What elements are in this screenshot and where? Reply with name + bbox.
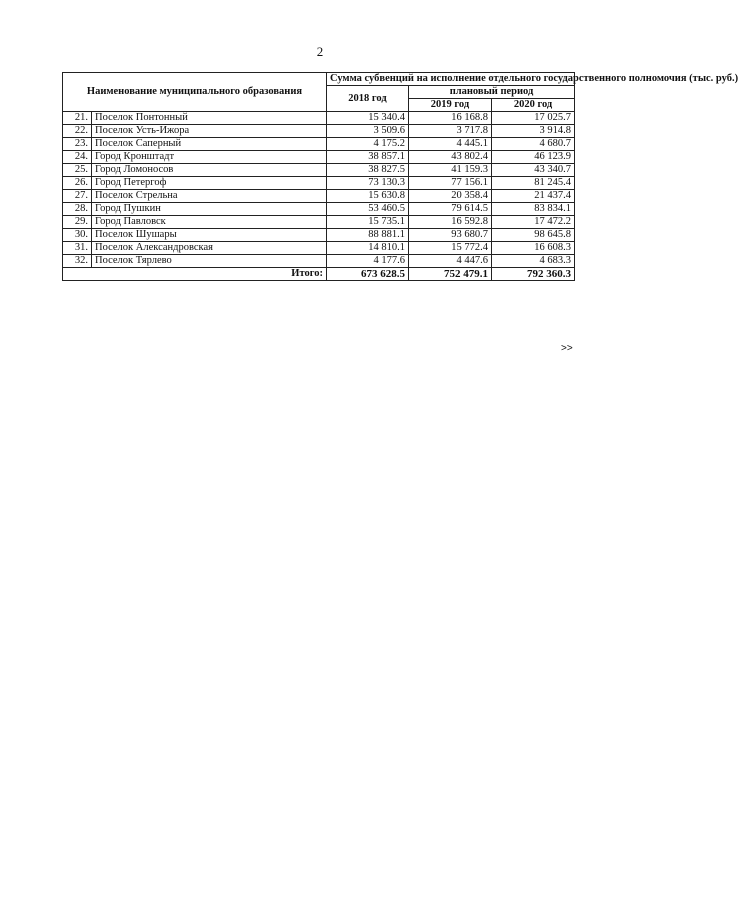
row-value-2018: 3 509.6 [327, 125, 409, 138]
row-name: Поселок Александровская [92, 242, 327, 255]
row-index: 22. [63, 125, 92, 138]
table-row [63, 229, 575, 242]
row-value-2018: 15 340.4 [327, 112, 409, 125]
row-value-2018: 38 827.5 [327, 164, 409, 177]
table-row [63, 177, 575, 190]
row-index: 25. [63, 164, 92, 177]
table-header [63, 73, 738, 112]
row-value-2020: 46 123.9 [492, 151, 575, 164]
row-value-2018: 15 735.1 [327, 216, 409, 229]
row-index: 27. [63, 190, 92, 203]
row-value-2018: 88 881.1 [327, 229, 409, 242]
row-value-2019: 79 614.5 [409, 203, 492, 216]
row-name: Поселок Усть-Ижора [92, 125, 327, 138]
row-name: Город Пушкин [92, 203, 327, 216]
row-index: 24. [63, 151, 92, 164]
header-name: Наименование муниципального образования [63, 73, 327, 112]
row-value-2020: 4 680.7 [492, 138, 575, 151]
row-name: Поселок Саперный [92, 138, 327, 151]
row-index: 30. [63, 229, 92, 242]
row-index: 23. [63, 138, 92, 151]
continuation-mark: >> [561, 343, 573, 354]
table-row [63, 125, 575, 138]
total-label: Итого: [63, 268, 327, 281]
table-row [63, 190, 575, 203]
header-year-2018: 2018 год [327, 86, 409, 112]
row-value-2020: 21 437.4 [492, 190, 575, 203]
row-value-2019: 15 772.4 [409, 242, 492, 255]
row-value-2019: 3 717.8 [409, 125, 492, 138]
header-year-2019: 2019 год [409, 99, 492, 112]
row-value-2018: 53 460.5 [327, 203, 409, 216]
row-index: 31. [63, 242, 92, 255]
row-value-2020: 83 834.1 [492, 203, 575, 216]
row-value-2019: 4 447.6 [409, 255, 492, 268]
row-value-2020: 98 645.8 [492, 229, 575, 242]
table-row [63, 242, 575, 255]
row-name: Поселок Стрельна [92, 190, 327, 203]
subventions-table [62, 72, 738, 281]
header-year-2020: 2020 год [492, 99, 575, 112]
table-body [63, 112, 575, 281]
table-row [63, 203, 575, 216]
row-index: 21. [63, 112, 92, 125]
row-name: Город Кронштадт [92, 151, 327, 164]
row-value-2018: 73 130.3 [327, 177, 409, 190]
header-sum: Сумма субвенций на исполнение отдельного государственного полномочия (тыс. руб.) [327, 73, 575, 86]
row-value-2020: 17 472.2 [492, 216, 575, 229]
row-value-2019: 93 680.7 [409, 229, 492, 242]
row-value-2019: 77 156.1 [409, 177, 492, 190]
row-value-2019: 43 802.4 [409, 151, 492, 164]
row-name: Город Павловск [92, 216, 327, 229]
row-value-2020: 16 608.3 [492, 242, 575, 255]
row-value-2019: 16 592.8 [409, 216, 492, 229]
row-value-2019: 4 445.1 [409, 138, 492, 151]
row-value-2019: 20 358.4 [409, 190, 492, 203]
row-index: 26. [63, 177, 92, 190]
header-planned-period: плановый период [409, 86, 575, 99]
row-value-2018: 38 857.1 [327, 151, 409, 164]
table-row [63, 216, 575, 229]
row-name: Город Ломоносов [92, 164, 327, 177]
table-row [63, 164, 575, 177]
total-2018: 673 628.5 [327, 268, 409, 281]
row-value-2018: 4 175.2 [327, 138, 409, 151]
total-row [63, 268, 575, 281]
table-row [63, 138, 575, 151]
table-row [63, 151, 575, 164]
row-value-2018: 4 177.6 [327, 255, 409, 268]
row-value-2019: 16 168.8 [409, 112, 492, 125]
row-value-2020: 17 025.7 [492, 112, 575, 125]
row-name: Поселок Понтонный [92, 112, 327, 125]
row-value-2018: 14 810.1 [327, 242, 409, 255]
row-name: Поселок Шушары [92, 229, 327, 242]
table-row [63, 112, 575, 125]
row-index: 32. [63, 255, 92, 268]
row-index: 29. [63, 216, 92, 229]
row-value-2018: 15 630.8 [327, 190, 409, 203]
row-value-2020: 43 340.7 [492, 164, 575, 177]
table-row [63, 255, 575, 268]
page-number: 2 [316, 44, 324, 59]
row-value-2019: 41 159.3 [409, 164, 492, 177]
row-value-2020: 4 683.3 [492, 255, 575, 268]
row-value-2020: 81 245.4 [492, 177, 575, 190]
row-name: Город Петергоф [92, 177, 327, 190]
row-index: 28. [63, 203, 92, 216]
total-2019: 752 479.1 [409, 268, 492, 281]
row-name: Поселок Тярлево [92, 255, 327, 268]
row-value-2020: 3 914.8 [492, 125, 575, 138]
total-2020: 792 360.3 [492, 268, 575, 281]
